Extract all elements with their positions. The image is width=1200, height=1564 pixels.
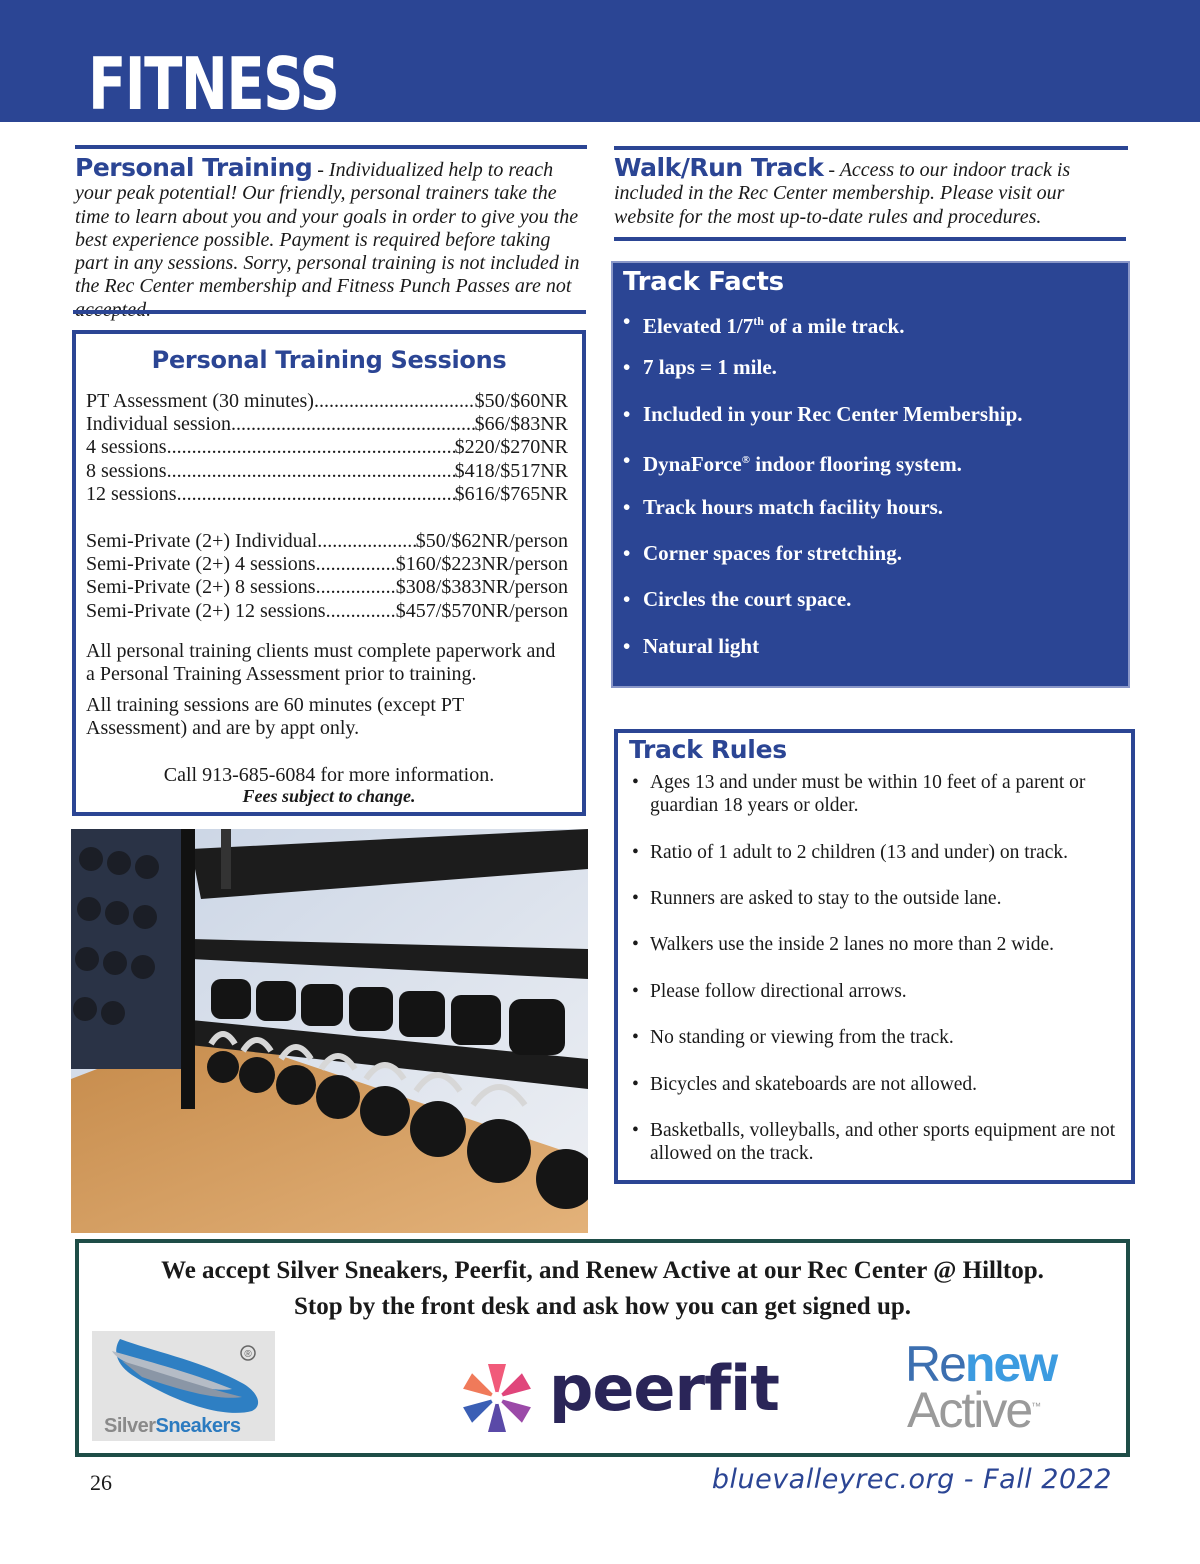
list-item: [623, 447, 1023, 493]
peerfit-logo: [457, 1352, 779, 1438]
walk-run-heading: Walk/Run Track: [614, 153, 824, 182]
registered-mark: ®: [244, 1349, 252, 1360]
price-value: $50/$62NR/person: [415, 530, 568, 552]
price-label: Semi-Private (2+) 12 sessions: [86, 599, 326, 622]
silversneakers-wordmark: [104, 1415, 240, 1438]
trademark-mark: ™: [1031, 1401, 1042, 1413]
dumbbell-rack-photo: [71, 829, 588, 1233]
pt-price-list: [86, 390, 568, 506]
page-number: 26: [90, 1470, 112, 1495]
dot-leader: [167, 436, 455, 459]
price-value: $308/$383NR/person: [395, 576, 568, 599]
personal-training-text: - Individualized help to reach your peak potential! Our friendly, personal trainers take the time to learn about you and your goals in order to give you the best experience possible. Payment is required before taking part in any sessions. Sorry, personal training is not included in the Rec Center membership and Fitness Punch Passes are not: [75, 159, 580, 298]
renew-active-logo: [905, 1336, 1095, 1441]
banner-line-1: We accept Silver Sneakers, Peerfit, and Renew Active at our Rec Center @ Hilltop.: [161, 1257, 1044, 1284]
track-facts-box: [611, 261, 1130, 688]
fact-text: DynaForce: [643, 452, 742, 477]
personal-training-intro: [75, 153, 587, 322]
price-row: [86, 553, 568, 576]
price-row: [86, 483, 568, 506]
list-item: • Ages 13 and under must be within 10 feet of a parent or guardian 18 years or older.: [630, 771, 1130, 841]
fact-superscript: ®: [741, 454, 750, 467]
fact-superscript: th: [753, 314, 764, 328]
track-facts-title: Track Facts: [623, 267, 784, 297]
personal-training-heading: Personal Training: [75, 153, 313, 182]
footer-site-link[interactable]: bluevalleyrec.org - Fall 2022: [711, 1464, 1112, 1495]
dot-leader: [317, 530, 416, 553]
price-row: [86, 390, 568, 413]
divider: [75, 145, 587, 149]
price-value: $220/$270NR: [454, 436, 568, 459]
price-value: $418/$517NR: [454, 459, 568, 482]
price-value: $160/$223NR/person: [395, 553, 568, 576]
list-item: • Corner spaces for stretching.: [623, 540, 1023, 586]
list-item: • Included in your Rec Center Membership.: [623, 401, 1023, 447]
price-label: 4 sessions: [86, 436, 167, 459]
banner-line-2: Stop by the front desk and ask how you can get signed up.: [293, 1293, 912, 1320]
dot-leader: [231, 413, 475, 436]
price-label: Individual session: [86, 413, 231, 436]
fact-text: of a mile track.: [763, 314, 905, 338]
price-row: [86, 530, 568, 553]
dot-leader: [326, 600, 396, 623]
dot-leader: [316, 553, 396, 576]
dumbbell-rack-illustration: [71, 829, 588, 1233]
list-item: • Basketballs, volleyballs, and other sports equipment are not allowed on the track.: [630, 1119, 1130, 1165]
price-label: Semi-Private (2+) Individual: [86, 530, 318, 552]
price-value: $66/$83NR: [474, 413, 568, 436]
price-row: [86, 436, 568, 459]
track-rules-list: [630, 771, 1130, 1165]
pt-note-duration: All training sessions are 60 minutes (except PT Assessment) and are by appt only.: [86, 694, 464, 740]
price-row: [86, 576, 568, 599]
list-item: • 7 laps = 1 mile.: [623, 354, 1023, 400]
peerfit-pinwheel-icon: [457, 1358, 537, 1438]
walk-run-intro: [614, 153, 1128, 229]
header-band: [0, 0, 1200, 122]
price-label: 12 sessions: [86, 482, 177, 505]
list-item: • Track hours match facility hours.: [623, 494, 1023, 540]
price-row: [86, 460, 568, 483]
semi-private-price-list: [86, 530, 568, 623]
wordmark-part: Active: [907, 1382, 1032, 1438]
divider: [73, 310, 586, 314]
wordmark-part: new: [964, 1336, 1057, 1392]
price-row: [86, 413, 568, 436]
list-item: [623, 308, 1023, 354]
list-item: • Please follow directional arrows.: [630, 980, 1130, 1026]
fact-text: indoor flooring system.: [749, 452, 962, 477]
price-value: $616/$765NR: [454, 482, 568, 505]
silversneakers-logo: [92, 1331, 275, 1441]
price-value: $457/$570NR/person: [395, 599, 568, 622]
wordmark-part: Silver: [104, 1415, 156, 1437]
dot-leader: [167, 460, 455, 483]
active-wordmark: [907, 1381, 1041, 1439]
walk-run-text: - Access to our indoor track is included in the Rec Center membership. Please visit our website for the most up-to-date rules and procedures.: [614, 159, 1071, 228]
pt-note-paperwork: All personal training clients must complete paperwork and a Personal Training Assessment prior to training.: [86, 640, 556, 686]
fact-text: Elevated 1/7: [643, 314, 754, 338]
price-row: [86, 600, 568, 623]
pt-fees-note: Fees subject to change.: [242, 786, 416, 806]
track-rules-title: Track Rules: [629, 735, 787, 764]
price-value: $50/$60NR: [474, 390, 568, 412]
wordmark-part: Sneakers: [155, 1415, 241, 1437]
dot-leader: [316, 576, 396, 599]
peerfit-wordmark: peerfit: [549, 1352, 779, 1425]
divider: [614, 237, 1126, 241]
dot-leader: [177, 483, 455, 506]
list-item: • No standing or viewing from the track.: [630, 1026, 1130, 1072]
list-item: • Natural light: [623, 633, 1023, 679]
list-item: • Ratio of 1 adult to 2 children (13 and under) on track.: [630, 841, 1130, 887]
list-item: • Bicycles and skateboards are not allowed.: [630, 1073, 1130, 1119]
price-label: Semi-Private (2+) 4 sessions: [86, 553, 316, 576]
list-item: • Walkers use the inside 2 lanes no more than 2 wide.: [630, 933, 1130, 979]
pt-sessions-title: Personal Training Sessions: [151, 346, 507, 374]
page-title: FITNESS: [88, 42, 339, 122]
pt-call-info: Call 913-685-6084 for more information.: [163, 764, 495, 786]
pt-sessions-box: [72, 330, 586, 816]
partner-banner: [75, 1239, 1130, 1457]
price-label: 8 sessions: [86, 459, 167, 482]
wordmark-part: Re: [905, 1336, 965, 1392]
list-item: • Runners are asked to stay to the outside lane.: [630, 887, 1130, 933]
price-label: Semi-Private (2+) 8 sessions: [86, 576, 316, 599]
track-rules-box: [614, 729, 1135, 1184]
divider: [614, 146, 1128, 150]
track-facts-list: [623, 308, 1023, 679]
price-label: PT Assessment (30 minutes): [86, 390, 314, 412]
dot-leader: [314, 390, 475, 413]
list-item: • Circles the court space.: [623, 586, 1023, 632]
